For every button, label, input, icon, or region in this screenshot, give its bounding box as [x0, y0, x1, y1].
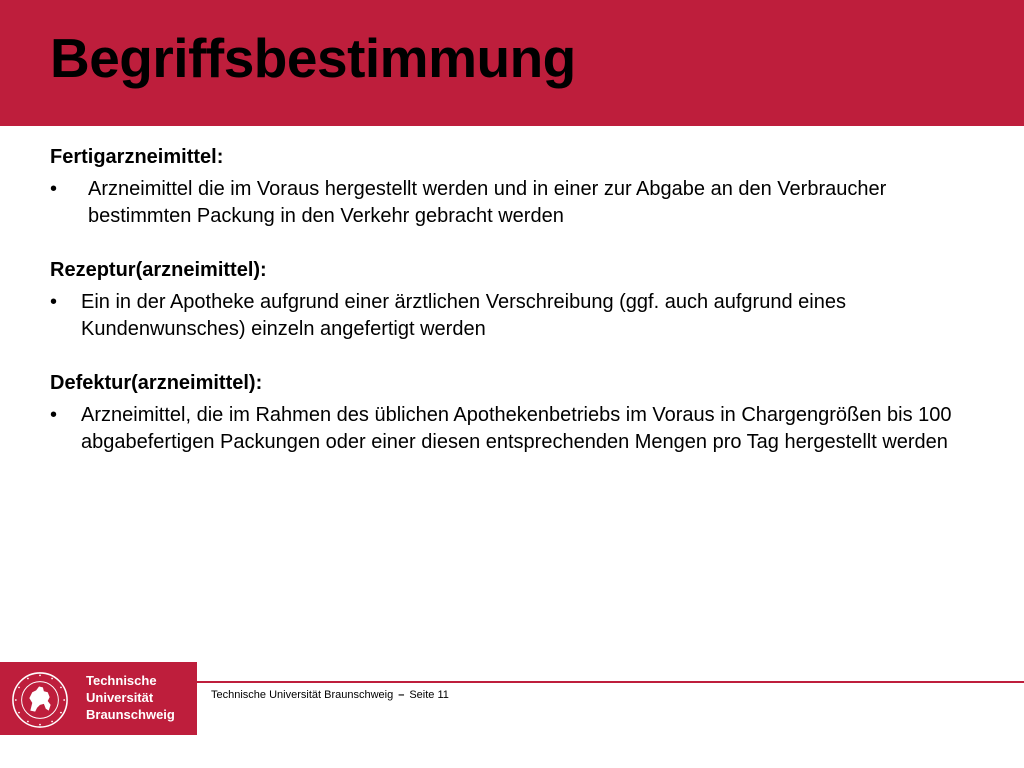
bullet-marker: • [50, 178, 58, 200]
section-fertigarzneimittel [50, 144, 980, 230]
bullet-marker: • [50, 291, 58, 313]
bullet-marker: • [50, 404, 58, 426]
section-heading: Rezeptur(arzneimittel): [50, 259, 267, 281]
bullet-item [50, 289, 980, 343]
bullet-item [50, 402, 980, 456]
logo-line: Braunschweig [86, 707, 175, 722]
university-logo-text [86, 672, 175, 723]
slide-title: Begriffsbestimmung [50, 27, 576, 89]
logo-line: Universität [86, 690, 154, 705]
section-rezeptur [50, 257, 980, 343]
footer-institution: Technische Universität Braunschweig [211, 689, 394, 701]
slide-content [50, 144, 980, 483]
bullet-item [50, 176, 980, 230]
footer-rule [197, 681, 1024, 683]
section-defektur [50, 370, 980, 456]
section-heading: Defektur(arzneimittel): [50, 372, 263, 394]
bullet-text: Ein in der Apotheke aufgrund einer ärztlichen Verschreibung (ggf. auch aufgrund eines Kundenwunsches) einzeln angefertigt werden [81, 291, 846, 340]
section-heading: Fertigarzneimittel: [50, 146, 224, 168]
footer-separator: – [398, 689, 405, 701]
lion-seal-icon [11, 671, 69, 729]
bullet-text: Arzneimittel die im Voraus hergestellt werden und in einer zur Abgabe an den Verbraucher bestimmten Packung in den Verkehr gebracht werden [88, 178, 887, 227]
logo-line: Technische [86, 673, 157, 688]
bullet-text: Arzneimittel, die im Rahmen des üblichen Apothekenbetriebs im Voraus in Chargengrößen bis 100 abgabefertigen Packungen oder einer diesen entsprechenden Mengen pro Tag hergestellt werden [81, 404, 952, 453]
page-number: Seite 11 [409, 689, 449, 701]
footer [211, 689, 449, 702]
